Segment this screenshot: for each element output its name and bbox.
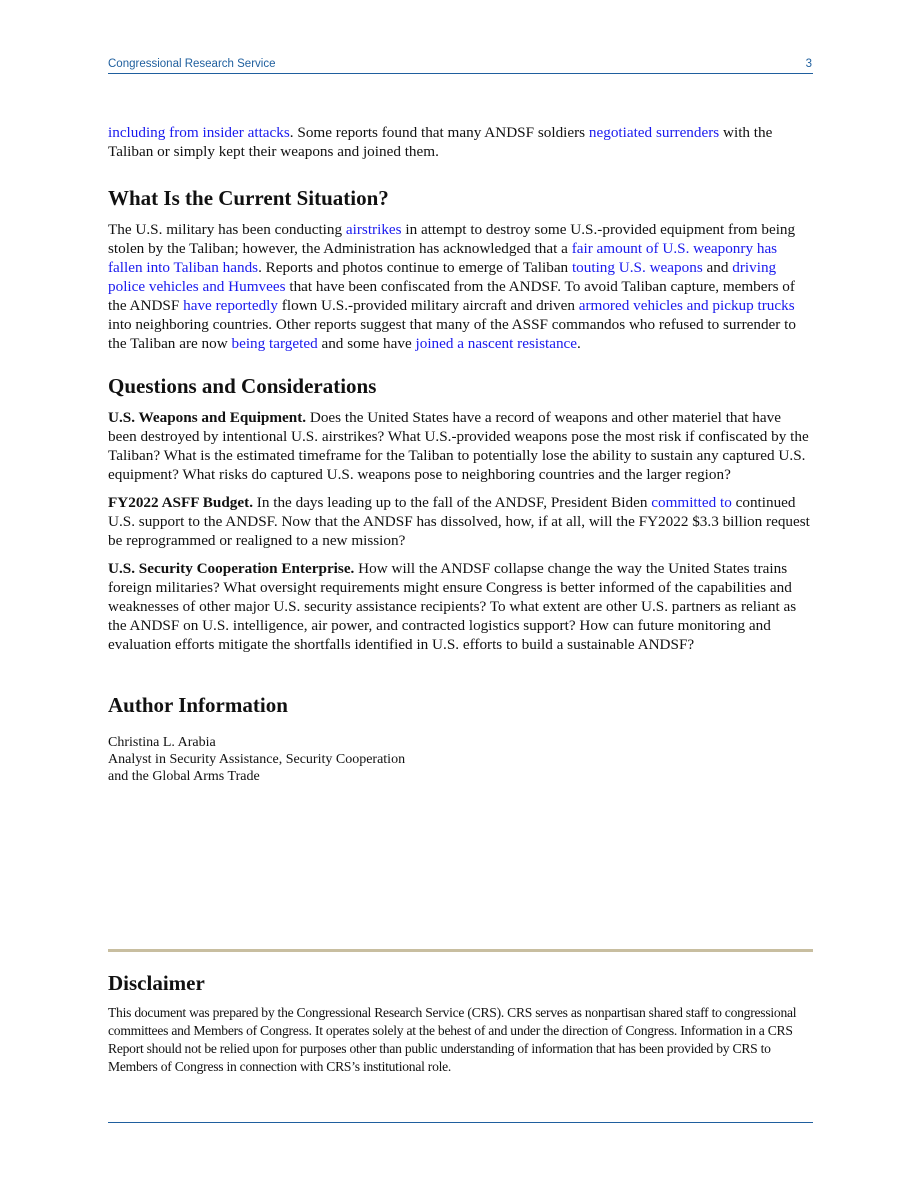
- text-span: and: [702, 259, 733, 276]
- question-label: U.S. Security Cooperation Enterprise.: [108, 560, 355, 577]
- link-nascent-resistance[interactable]: joined a nascent resistance: [415, 335, 578, 352]
- text-span: continued U.S. support to the ANDSF. Now that the ANDSF has dissolved, how, if at all, will the FY2022 $3.3 billion request be reprogrammed or realigned to a new mission?: [108, 494, 810, 549]
- text-span: that have been confiscated from the ANDSF. To avoid Taliban capture, members of the ANDSF: [108, 278, 795, 314]
- link-fair-amount-weaponry[interactable]: fair amount of U.S. weaponry has fallen into Taliban hands: [108, 240, 778, 276]
- text-span: with the Taliban or simply kept their weapons and joined them.: [108, 124, 773, 160]
- disclaimer-section: [108, 970, 813, 1076]
- question-weapons-equipment: [108, 408, 813, 484]
- section-divider: [108, 949, 813, 952]
- text-span: in attempt to destroy some U.S.-provided equipment from being stolen by the Taliban; however, the Administration has acknowledged that a: [108, 221, 796, 257]
- text-span: Does the United States have a record of weapons and other materiel that have been destroyed by intentional U.S. airstrikes? What U.S.-provided weapons pose the most risk if confiscated by the Taliban? What is the estimated timeframe for the Taliban to potentially lose the ability to sustain any captured U.S. equipment? What risks do captured U.S. weapons pose to neighboring countries and the larger region?: [108, 409, 809, 483]
- text-span: . Some reports found that many ANDSF soldiers: [289, 124, 589, 141]
- link-armored-vehicles[interactable]: armored vehicles and pickup trucks: [578, 297, 795, 314]
- link-touting-weapons[interactable]: touting U.S. weapons: [571, 259, 703, 276]
- link-being-targeted[interactable]: being targeted: [231, 335, 318, 352]
- document-body: [108, 123, 813, 785]
- question-label: U.S. Weapons and Equipment.: [108, 409, 307, 426]
- heading-current-situation: What Is the Current Situation?: [108, 186, 389, 210]
- text-span: .: [577, 335, 581, 352]
- author-title-line-2: and the Global Arms Trade: [108, 769, 260, 784]
- disclaimer-text: This document was prepared by the Congressional Research Service (CRS). CRS serves as nonpartisan shared staff to congressional committees and Members of Congress. It operates solely at the behest of and under the direction of Congress. Information in a CRS Report should not be relied upon for purposes other than public understanding of information that has been provided by CRS to Members of Congress in connection with CRS’s institutional role.: [108, 1005, 797, 1074]
- author-name: Christina L. Arabia: [108, 735, 216, 750]
- link-driving-police-vehicles[interactable]: driving police vehicles and Humvees: [108, 259, 777, 295]
- question-label: FY2022 ASFF Budget.: [108, 494, 253, 511]
- page-number: 3: [805, 58, 812, 70]
- link-negotiated-surrenders[interactable]: negotiated surrenders: [588, 124, 720, 141]
- heading-questions: Questions and Considerations: [108, 374, 377, 398]
- intro-paragraph: [108, 123, 813, 161]
- question-security-cooperation: [108, 559, 813, 654]
- text-span: into neighboring countries. Other reports suggest that many of the ASSF commandos who refused to surrender to the Taliban are now: [108, 316, 796, 352]
- text-span: How will the ANDSF collapse change the way the United States trains foreign militaries? What oversight requirements might ensure Congress is better informed of the capabilities and weaknesses of other major U.S. security assistance recipients? To what extent are other U.S. partners as reliant as the ANDSF on U.S. intelligence, air power, and contracted logistics support? How can future monitoring and evaluation efforts mitigate the shortfalls identified in U.S. efforts to build a sustainable ANDSF?: [108, 560, 797, 653]
- header-org-name: Congressional Research Service: [108, 58, 276, 70]
- link-committed-to[interactable]: committed to: [651, 494, 732, 511]
- current-situation-paragraph: [108, 220, 813, 353]
- author-title-line-1: Analyst in Security Assistance, Security Cooperation: [108, 752, 406, 767]
- question-asff-budget: [108, 493, 813, 550]
- footer-rule: [108, 1122, 813, 1123]
- link-have-reportedly[interactable]: have reportedly: [183, 297, 278, 314]
- link-insider-attacks[interactable]: including from insider attacks: [108, 124, 290, 141]
- text-span: The U.S. military has been conducting: [108, 221, 346, 238]
- text-span: and some have: [317, 335, 416, 352]
- heading-disclaimer: Disclaimer: [108, 971, 205, 995]
- author-block: [108, 734, 813, 785]
- text-span: In the days leading up to the fall of the ANDSF, President Biden: [253, 494, 652, 511]
- text-span: . Reports and photos continue to emerge of Taliban: [258, 259, 572, 276]
- heading-author-information: Author Information: [108, 693, 288, 717]
- page-header: [108, 57, 813, 74]
- text-span: flown U.S.-provided military aircraft and driven: [278, 297, 579, 314]
- link-airstrikes[interactable]: airstrikes: [345, 221, 402, 238]
